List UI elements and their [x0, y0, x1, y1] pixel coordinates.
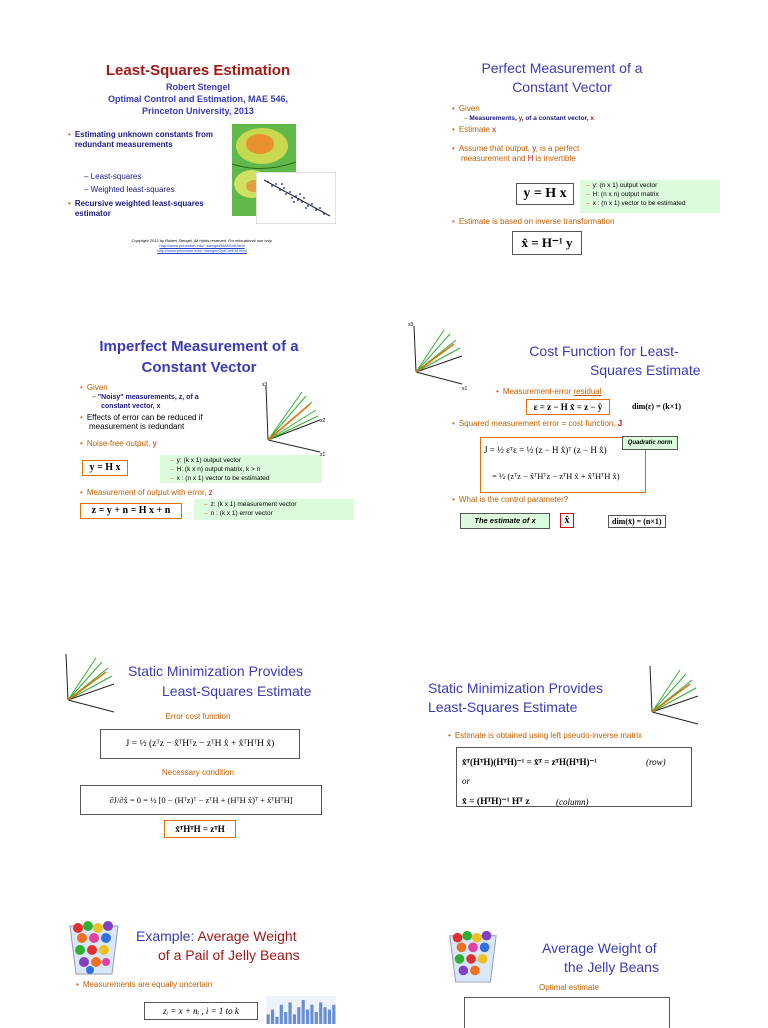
slide7-title-rest: Average Weight — [197, 928, 297, 944]
slide3-def-x: – x : (n x 1) vector to be estimated — [170, 475, 270, 482]
slide-average-weight — [384, 768, 768, 1024]
slide2-title-line2: Constant Vector — [512, 79, 612, 95]
slide1-title: Least-Squares Estimation — [105, 62, 291, 79]
vector-fan-diagram — [262, 380, 328, 456]
slide3-noisefree-pre: Noise-free output, — [86, 439, 153, 448]
slide1-bullet2-text: Recursive weighted least-squares estimator — [74, 199, 204, 218]
vector-fan-diagram-s6 — [644, 662, 706, 730]
svg-text:x1: x1 — [320, 452, 326, 456]
slide5-error-cost-label: Error cost function — [165, 712, 231, 721]
slide2-def-y: – y: (n x 1) output vector — [586, 182, 658, 189]
slide3-given: • Given — [80, 383, 108, 392]
slide3-def-z-text: z: (k x 1) measurement vector — [210, 501, 297, 508]
slide2-def-y-text: y: (n x 1) output vector — [592, 182, 658, 189]
histogram-bar — [310, 1005, 313, 1024]
jelly-bean-pail-image-2 — [444, 928, 502, 984]
slide1-sub-ls: – Least-squares — [84, 172, 142, 181]
histogram-bar — [297, 1007, 300, 1024]
slide2-given-text: Given — [458, 104, 480, 113]
slide3-noisefree-y: y — [152, 439, 157, 448]
slide-static-minimization-1 — [0, 512, 384, 777]
slide3-def-n: – n : (k x 1) error vector — [204, 510, 273, 517]
slide1-copyright: Copyright 2013 by Robert Stengel. All rights reserved. For educational use only. — [131, 238, 273, 243]
slide7-title-line2: of a Pail of Jelly Beans — [158, 947, 300, 963]
svg-text:x3: x3 — [262, 382, 268, 388]
slide2-title-line1: Perfect Measurement of a — [481, 60, 643, 76]
slide4-dim-eps: dim(ε) = (k×1) — [632, 402, 681, 411]
slide3-effects-line2: measurement is redundant — [89, 422, 185, 431]
slide3-meas-pre: Measurement of output with error, — [86, 488, 209, 497]
svg-text:x1: x1 — [462, 386, 468, 390]
slide3-definitions — [160, 455, 322, 483]
slide2-def-x: – x : (n x 1) vector to be estimated — [586, 200, 686, 207]
slide2-assume2-h: H — [527, 154, 534, 163]
slide8-optimal-label: Optimal estimate — [538, 983, 600, 992]
slide3-def-x-text: x : (n x 1) vector to be estimated — [176, 475, 270, 482]
slide2-estimate: • Estimate x — [452, 125, 497, 134]
slide4-ctrl-q-text: What is the control parameter? — [458, 495, 569, 504]
histogram-bar — [323, 1007, 326, 1024]
histogram-bar — [293, 1014, 296, 1024]
slide6-note: • Estimate is obtained using left pseudo-inverse matrix — [448, 731, 643, 740]
slide3-def-z: – z: (k x 1) measurement vector — [204, 501, 297, 508]
histogram-bar — [319, 1002, 322, 1024]
svg-text:x3: x3 — [408, 322, 414, 328]
slide1-url2 — [92, 248, 312, 253]
slide2-estimate-pre: Estimate — [458, 125, 493, 134]
slide-imperfect-measurement — [0, 256, 384, 517]
slide4-title-line1: Cost Function for Least- — [529, 343, 679, 359]
slide3-meas-z: z — [208, 488, 213, 497]
slide7-bullet-text: Measurements are equally uncertain — [82, 980, 213, 989]
slide2-given-sub-mid: , of a constant vector, — [521, 115, 591, 122]
slide1-course: Optimal Control and Estimation, MAE 546, — [107, 94, 289, 104]
slide3-def-y: – y: (k x 1) output vector — [170, 457, 241, 464]
slide4-residual: • Measurement-error residual — [496, 387, 602, 396]
slide8-title-line2: the Jelly Beans — [564, 959, 659, 975]
slide7-title-line1 — [136, 928, 376, 944]
slide4-sq-pre: Squared measurement error = cost function, — [458, 419, 618, 428]
slide1-sub-wls-text: Weighted least-squares — [90, 185, 175, 194]
histogram-bar — [271, 1010, 274, 1024]
histogram-bar — [267, 1014, 270, 1024]
slide3-effects — [80, 413, 203, 431]
slide2-estimate-x: x — [492, 125, 497, 134]
svg-text:x2: x2 — [320, 418, 326, 424]
slide5-gradient-eq-box: ∂J/∂x̂ = 0 = ½ [0 − (Hᵀz)ᵀ − zᵀH + (HᵀH x̂)ᵀ + x̂ᵀHᵀH] — [80, 785, 322, 815]
slide3-def-n-text: n : (k x 1) error vector — [210, 510, 273, 517]
histogram-bar — [275, 1017, 278, 1024]
slide4-xhat-box: x̂ — [560, 513, 574, 528]
slide2-eq-box: y = H x — [516, 183, 574, 205]
scatter-plot-image — [256, 172, 336, 224]
slide2-assume2-pre: measurement and — [461, 154, 528, 163]
slide1-bullet-recursive: • Recursive weighted least-squares estimator — [68, 199, 228, 219]
link-mae546[interactable]: http://www.princeton.edu/~stengel/MAE546.html — [159, 243, 245, 248]
slide4-quadratic-norm — [622, 436, 678, 450]
slide2-assume1-y: y — [532, 144, 536, 153]
histogram-bar — [280, 1005, 283, 1024]
slide3-noisy-line2: constant vector, x — [101, 403, 161, 410]
slide4-cost-eq2: = ½ (zᵀz − x̂ᵀHᵀz − zᵀH x̂ + x̂ᵀHᵀH x̂) — [492, 471, 620, 481]
slide-perfect-measurement — [384, 0, 768, 256]
vector-fan-diagram-small — [408, 320, 470, 390]
slide2-definitions — [580, 180, 720, 213]
slide2-given-sub-x: x — [590, 115, 594, 122]
slide5-title-line2: Least-Squares Estimate — [162, 683, 312, 699]
slide3-def-y-text: y: (k x 1) output vector — [176, 457, 241, 464]
slide7-title-example: Example: — [136, 928, 198, 944]
link-optconest[interactable]: http://www.princeton.edu/~stengel/OptConEst.html — [157, 248, 247, 253]
histogram-bar — [284, 1012, 287, 1024]
histogram-bar — [306, 1010, 309, 1024]
slide7-bullet: • Measurements are equally uncertain — [76, 980, 213, 989]
slide1-sub-wls: – Weighted least-squares — [84, 185, 175, 194]
jelly-bean-pail-image — [64, 918, 124, 976]
slide4-residual-eq: ε = z − H x̂ = z − ŷ — [526, 399, 610, 415]
slide4-squared: • Squared measurement error = cost function, J — [452, 419, 623, 428]
slide6-or: or — [462, 776, 471, 786]
slide-least-squares-title — [0, 0, 384, 256]
slide4-estimate-text: The estimate of x — [474, 516, 536, 525]
slide3-noisefree: • Noise-free output, y — [80, 439, 157, 448]
slide3-eq2-box: z = y + n = H x + n — [80, 503, 182, 519]
slide2-inverse-note: • Estimate is based on inverse transformation — [452, 217, 615, 226]
slide2-inverse-eq-box: x̂ = H⁻¹ y — [512, 231, 582, 255]
histogram-bar — [332, 1005, 335, 1024]
slide5-necessary-label: Necessary condition — [161, 768, 235, 777]
histogram-bar — [328, 1010, 331, 1024]
vector-fan-diagram-s5 — [60, 650, 122, 718]
slide2-assume1-post: , is a perfect — [535, 144, 580, 153]
slide3-effects-text1: Effects of error can be reduced if — [86, 413, 203, 422]
slide4-quadratic-norm-text: Quadratic norm — [627, 440, 673, 446]
slide6-title-line2: Least-Squares Estimate — [428, 699, 578, 715]
slide-static-minimization-2 — [384, 512, 768, 786]
slide2-inverse-note-text: Estimate is based on inverse transformation — [458, 217, 615, 226]
slide3-def-h-text: H: (k x n) output matrix, k > n — [176, 466, 261, 473]
slide2-given-sub-pre: Measurements, — [469, 115, 519, 122]
slide4-dim-xhat: dim(x̂) = (n×1) — [608, 515, 666, 528]
slide5-result-eq-box: x̂ᵀHᵀH = zᵀH — [164, 820, 236, 838]
slide1-bullet-estimating: • Estimating unknown constants from redundant measurements — [68, 130, 214, 149]
measurement-histogram — [266, 996, 336, 1024]
slide3-eq1-box: y = H x — [82, 460, 128, 476]
slide2-def-x-text: x : (n x 1) vector to be estimated — [592, 200, 686, 207]
slide5-cost-eq-box: J = ½ (zᵀz − x̂ᵀHᵀz − zᵀH x̂ + x̂ᵀHᵀH x̂) — [100, 729, 300, 759]
slide6-eq-col: x̂ = (HᵀH)⁻¹ Hᵀ z — [462, 797, 530, 807]
slide2-assume2-post: is invertible — [533, 154, 576, 163]
slide3-noisy — [92, 393, 199, 411]
slide3-given-text: Given — [86, 383, 108, 392]
slide6-col-label: (column) — [556, 797, 589, 807]
slide3-title-line2: Constant Vector — [141, 359, 257, 376]
slide3-title-line1: Imperfect Measurement of a — [99, 338, 299, 355]
slide3-noisy-text1: "Noisy" measurements, z, of a — [97, 394, 199, 401]
slide1-bullet-text: Estimating unknown constants from redundant measurements — [74, 130, 214, 149]
slide6-row-label: (row) — [646, 757, 666, 767]
slide2-assume-line2 — [461, 154, 576, 164]
slide4-cost-eq1: J = ½ εᵀε = ½ (z − H x̂)ᵀ (z − H x̂) — [484, 445, 607, 455]
histogram-bar — [288, 1002, 291, 1024]
slide1-sub-ls-text: Least-squares — [90, 172, 142, 181]
slide-cost-function — [384, 256, 768, 526]
slide2-def-h-text: H: (n x n) output matrix — [592, 191, 659, 198]
slide-jelly-bean-example — [0, 768, 384, 1024]
slide5-title-line1: Static Minimization Provides — [128, 663, 304, 679]
slide1-author: Robert Stengel — [165, 82, 230, 92]
slide8-title-line1: Average Weight of — [542, 940, 657, 956]
slide4-sq-j: J — [617, 419, 623, 428]
slide6-title-line1: Static Minimization Provides — [428, 680, 604, 696]
slide2-given-sub-y: y — [518, 115, 522, 122]
slide2-given-sub: – Measurements, y, of a constant vector, x — [464, 115, 594, 122]
slide4-control-question: • What is the control parameter? — [452, 495, 569, 504]
slide4-title-line2: Squares Estimate — [590, 362, 701, 378]
slide2-assume1-pre: Assume that output, — [458, 144, 533, 153]
slide4-resid-word: residual — [573, 387, 602, 396]
slide2-def-h: – H: (n x n) output matrix — [586, 191, 659, 198]
slide3-def-h: – H: (k x n) output matrix, k > n — [170, 466, 261, 473]
slide3-noisy-line1: – "Noisy" measurements, z, of a — [92, 394, 199, 401]
slide7-eq-box: zᵢ = x + nᵢ , i = 1 to k — [144, 1002, 258, 1020]
slide8-eq-box — [464, 997, 670, 1028]
slide4-resid-pre: Measurement-error — [502, 387, 574, 396]
slide3-effects-line1: • Effects of error can be reduced if — [80, 413, 203, 422]
slide6-eq-row: x̂ᵀ(HᵀH)(HᵀH)⁻¹ = x̂ᵀ = zᵀH(HᵀH)⁻¹ — [462, 757, 597, 767]
slide3-measurement: • Measurement of output with error, z — [80, 488, 213, 497]
slide1-school: Princeton University, 2013 — [142, 106, 254, 116]
slide6-note-text: Estimate is obtained using left pseudo-inverse matrix — [454, 731, 643, 740]
slide2-given: • Given — [452, 104, 480, 113]
slide2-assume: • Assume that output, y, is a perfect — [452, 144, 580, 153]
histogram-bar — [315, 1012, 318, 1024]
histogram-bar — [302, 1000, 305, 1024]
